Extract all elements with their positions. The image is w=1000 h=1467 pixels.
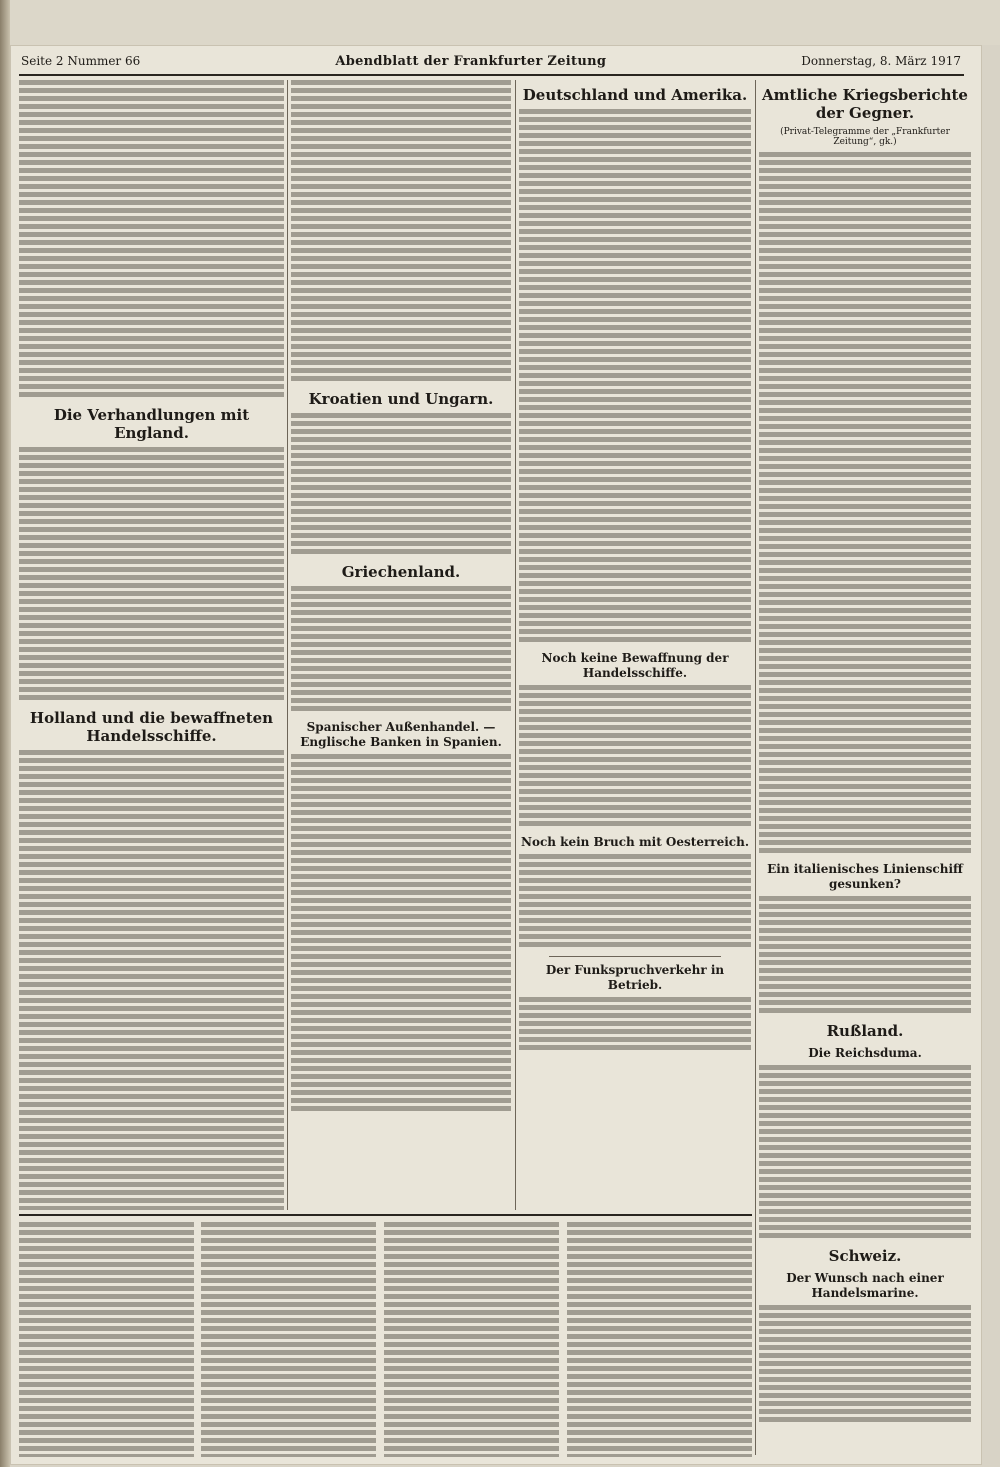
scan-margin [10, 0, 1000, 45]
page-number: Seite 2 Nummer 66 [21, 54, 141, 68]
column-2 [291, 80, 511, 1210]
article-text [291, 754, 511, 1114]
article-text [519, 109, 751, 645]
article-heading: Ein italienisches Linienschiff gesunken? [767, 862, 963, 891]
article-text [291, 586, 511, 714]
article-text [519, 997, 751, 1053]
article-heading: Schweiz. [828, 1247, 902, 1265]
newspaper-page [10, 45, 982, 1465]
article-heading: Amtliche Kriegsberichte der Gegner. [762, 86, 968, 122]
article-text [519, 854, 751, 950]
article-text [759, 1065, 971, 1241]
article-subheading: (Privat-Telegramme der „Frankfurter Zeitung“, gk.) [780, 127, 950, 147]
article-text [759, 1305, 971, 1425]
article-heading: Kroatien und Ungarn. [308, 390, 494, 408]
separator-rule [549, 956, 721, 957]
column-3 [519, 80, 751, 1210]
column-rule [287, 80, 288, 1210]
article-heading: Holland und die bewaffneten Handelsschiffe. [29, 709, 274, 745]
feuilleton-column [384, 1222, 559, 1457]
article-text [759, 896, 971, 1016]
article-heading: Rußland. [826, 1022, 904, 1040]
header-rule [19, 74, 964, 76]
feuilleton-column [201, 1222, 376, 1457]
article-heading: Der Funkspruchverkehr in Betrieb. [545, 963, 725, 992]
feuilleton-column [567, 1222, 752, 1457]
issue-date: Donnerstag, 8. März 1917 [801, 54, 961, 68]
column-rule [755, 80, 756, 1455]
feuilleton-rule [19, 1214, 752, 1216]
article-heading: Der Wunsch nach einer Handelsmarine. [786, 1271, 944, 1300]
article-heading: Noch keine Bewaffnung der Handelsschiffe. [541, 651, 729, 680]
article-heading: Spanischer Außenhandel. — Englische Banken in Spanien. [300, 720, 502, 749]
article-text [291, 413, 511, 557]
article-heading: Noch kein Bruch mit Oesterreich. [520, 835, 750, 849]
running-head [21, 50, 961, 72]
article-heading: Griechenland. [341, 563, 461, 581]
article-heading: Deutschland und Amerika. [522, 86, 748, 104]
page-binding-edge [0, 0, 10, 1467]
article-heading: Die Verhandlungen mit England. [53, 406, 250, 442]
column-rule [515, 80, 516, 1210]
article-text [19, 750, 284, 1210]
article-text [519, 685, 751, 829]
column-1 [19, 80, 284, 1210]
article-text [19, 447, 284, 703]
newspaper-title: Abendblatt der Frankfurter Zeitung [335, 53, 607, 69]
feuilleton-column [19, 1222, 194, 1457]
column-4 [759, 80, 971, 1455]
article-text [759, 152, 971, 856]
article-text [291, 80, 511, 384]
article-heading: Die Reichsduma. [808, 1046, 922, 1060]
article-text [19, 80, 284, 400]
